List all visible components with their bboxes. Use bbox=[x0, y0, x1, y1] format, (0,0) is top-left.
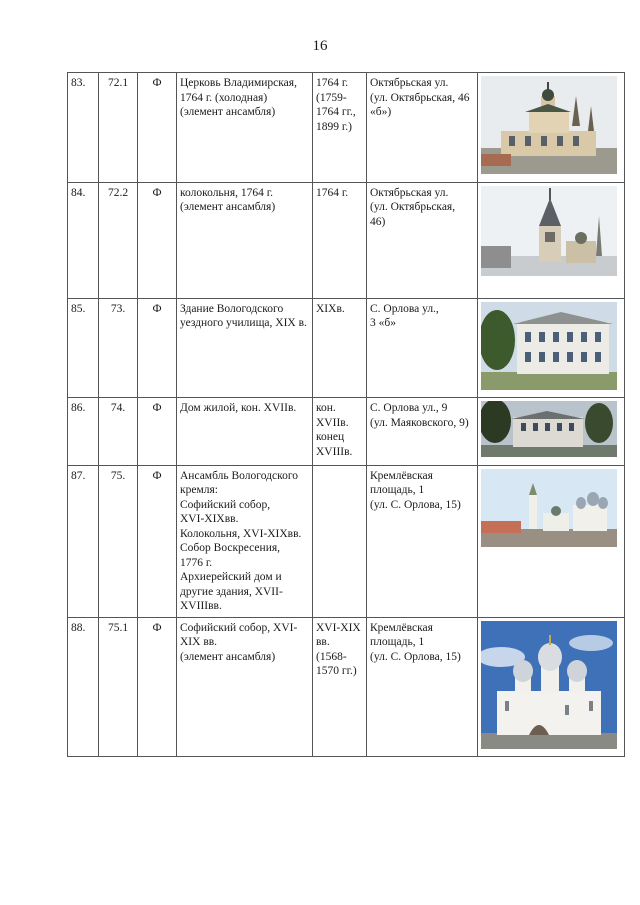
category-code: Ф bbox=[138, 465, 177, 617]
object-date bbox=[313, 182, 367, 298]
sub-number: 73. bbox=[99, 298, 138, 398]
object-name-line: XVI-XIXвв. bbox=[180, 513, 239, 525]
object-address-line: С. Орлова ул., 9 bbox=[370, 402, 448, 414]
object-address bbox=[367, 182, 478, 298]
object-name-line: Здание Вологодского bbox=[180, 302, 284, 315]
object-name-line: 1776 г. bbox=[180, 556, 213, 569]
object-address-line: (ул. С. Орлова, 15) bbox=[370, 650, 461, 663]
sub-number: 74. bbox=[99, 398, 138, 466]
row-number: 87. bbox=[68, 465, 99, 617]
table-row bbox=[68, 182, 625, 298]
row-number: 86. bbox=[68, 398, 99, 466]
object-name-line: Дом жилой, кон. XVIIв. bbox=[180, 402, 297, 414]
object-name-line: Ансамбль Вологодского bbox=[180, 469, 299, 482]
category-code: Ф bbox=[138, 298, 177, 398]
object-name-line: колокольня, 1764 г. bbox=[180, 186, 274, 199]
object-date-line: XVI-XIX bbox=[316, 621, 361, 634]
object-date-line: 1570 гг.) bbox=[316, 665, 357, 677]
object-name-line: (элемент ансамбля) bbox=[180, 106, 276, 118]
heritage-register-table bbox=[67, 72, 625, 757]
page-number: 16 bbox=[312, 38, 328, 54]
object-name-line: Софийский собор, bbox=[180, 498, 271, 511]
photo-cell bbox=[478, 465, 625, 617]
object-address bbox=[367, 73, 478, 183]
object-name-line: Софийский собор, XVI- bbox=[180, 621, 298, 634]
object-address-line: Октябрьская ул. bbox=[370, 186, 449, 199]
object-address-line: (ул. Октябрьская, bbox=[370, 201, 456, 213]
object-date-line: 1764 г. bbox=[316, 186, 349, 199]
object-address-line: площадь, 1 bbox=[370, 484, 425, 496]
object-name bbox=[177, 182, 313, 298]
object-name-line: XIX вв. bbox=[180, 636, 218, 648]
object-date-line: XVIIв. bbox=[316, 416, 349, 429]
object-address-line: (ул. Октябрьская, 46 bbox=[370, 91, 470, 104]
object-name bbox=[177, 617, 313, 757]
object-address-line: Кремлёвская bbox=[370, 621, 433, 634]
object-date-line: 1764 г. bbox=[316, 77, 349, 89]
object-name bbox=[177, 73, 313, 183]
object-address-line: 3 «б» bbox=[370, 317, 396, 329]
table-row bbox=[68, 73, 625, 183]
object-date-line: кон. bbox=[316, 402, 336, 414]
photo-cell bbox=[478, 617, 625, 757]
object-date-line: (1568- bbox=[316, 650, 347, 663]
object-address-line: (ул. С. Орлова, 15) bbox=[370, 498, 461, 511]
photo-cell bbox=[478, 182, 625, 298]
object-date-line: конец bbox=[316, 431, 345, 443]
object-date bbox=[313, 398, 367, 466]
object-name-line: Собор Воскресения, bbox=[180, 542, 281, 554]
object-name-line: Колокольня, XVI-XIXвв. bbox=[180, 527, 302, 540]
photo-cell bbox=[478, 298, 625, 398]
photo-cell bbox=[478, 398, 625, 466]
table-row bbox=[68, 398, 625, 466]
row-number: 83. bbox=[68, 73, 99, 183]
object-name-line: (элемент ансамбля) bbox=[180, 650, 276, 663]
object-address bbox=[367, 465, 478, 617]
photo-sophia-cathedral bbox=[481, 621, 617, 754]
object-date-line: XVIIIв. bbox=[316, 445, 353, 458]
object-address-line: (ул. Маяковского, 9) bbox=[370, 416, 469, 429]
object-date-line: 1764 гг., bbox=[316, 106, 356, 118]
object-address-line: Октябрьская ул. bbox=[370, 77, 449, 89]
category-code: Ф bbox=[138, 182, 177, 298]
object-name bbox=[177, 298, 313, 398]
sub-number: 75.1 bbox=[99, 617, 138, 757]
object-address-line: Кремлёвская bbox=[370, 469, 433, 482]
object-address bbox=[367, 298, 478, 398]
object-date bbox=[313, 73, 367, 183]
object-name-line: Церковь Владимирская, bbox=[180, 77, 297, 89]
sub-number: 72.1 bbox=[99, 73, 138, 183]
object-name-line: XVIIIвв. bbox=[180, 600, 222, 612]
object-name bbox=[177, 398, 313, 466]
sub-number: 72.2 bbox=[99, 182, 138, 298]
object-address-line: площадь, 1 bbox=[370, 636, 425, 648]
object-name-line: Архиерейский дом и bbox=[180, 571, 282, 583]
object-address-line: «б») bbox=[370, 106, 392, 118]
object-name-line: 1764 г. (холодная) bbox=[180, 91, 268, 104]
object-date bbox=[313, 617, 367, 757]
row-number: 85. bbox=[68, 298, 99, 398]
row-number: 88. bbox=[68, 617, 99, 757]
object-address bbox=[367, 617, 478, 757]
object-name-line: уездного училища, XIX в. bbox=[180, 317, 307, 329]
object-name bbox=[177, 465, 313, 617]
object-date bbox=[313, 465, 367, 617]
category-code: Ф bbox=[138, 73, 177, 183]
photo-church-vladimirskaya bbox=[481, 76, 617, 179]
object-address-line: 46) bbox=[370, 215, 386, 228]
object-date-line: XIXв. bbox=[316, 302, 345, 315]
object-address bbox=[367, 398, 478, 466]
object-address-line: С. Орлова ул., bbox=[370, 302, 439, 315]
category-code: Ф bbox=[138, 398, 177, 466]
table-row bbox=[68, 298, 625, 398]
photo-residential-house bbox=[481, 401, 617, 462]
photo-school-building bbox=[481, 302, 617, 395]
photo-bell-tower bbox=[481, 186, 617, 281]
object-date-line: (1759- bbox=[316, 91, 347, 104]
object-name-line: (элемент ансамбля) bbox=[180, 201, 276, 213]
table-row bbox=[68, 465, 625, 617]
table-row bbox=[68, 617, 625, 757]
sub-number: 75. bbox=[99, 465, 138, 617]
category-code: Ф bbox=[138, 617, 177, 757]
object-date-line: вв. bbox=[316, 636, 330, 648]
object-name-line: другие здания, XVII- bbox=[180, 585, 283, 598]
object-date-line: 1899 г.) bbox=[316, 120, 352, 133]
object-name-line: кремля: bbox=[180, 484, 218, 496]
row-number: 84. bbox=[68, 182, 99, 298]
photo-kremlin-ensemble bbox=[481, 469, 617, 552]
photo-cell bbox=[478, 73, 625, 183]
object-date bbox=[313, 298, 367, 398]
